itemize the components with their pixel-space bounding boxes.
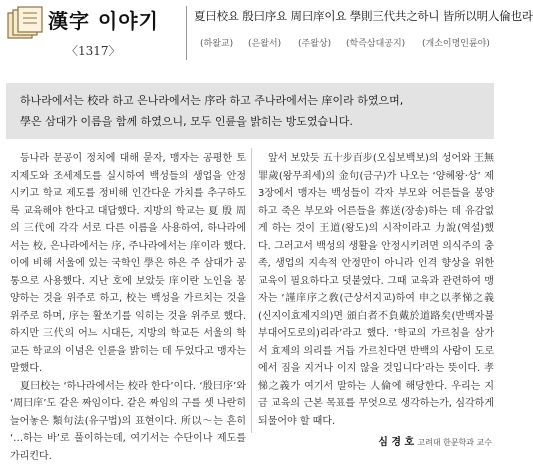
header-divider [186, 6, 187, 60]
article-column-left [10, 150, 246, 465]
reading-3: (주왈상) [298, 36, 331, 49]
reading-5: (개소이명인륜야) [422, 36, 490, 49]
translation-summary [6, 83, 494, 139]
header [0, 0, 500, 66]
paragraph: 등나라 문공이 정치에 대해 묻자, 맹자는 공평한 토지제도와 조세제도를 실시하여 백성들의 생업을 안정시키고 학교 제도를 정비해 인간다운 가치를 추구하도록 교육해야 한다고 대답했다. 지방의 학교는 夏 殷 周의 三代에 각각 서로 다른 이름을 사용하여, 하나라에서는 校, 은나라에서는 序, 주나라에서는 庠이라 했다. 이에 비해 서울에 있는 국학인 學은 하은 주 삼대가 공통으로 사용했다. 지난 호에 보았듯 庠이란 노인을 봉양하는 것을 위주로 하고, 校는 백성을 가르치는 것을 위주로 하며, 序는 활쏘기를 익히는 것을 위주로 했다. 하지만 三代의 어느 시대든, 지방의 학교든 서울의 학교든 학교의 이념은 인륜을 밝히는 데 두었다고 맹자는 말했다. [10, 150, 246, 378]
author-name: 심 경 호 [378, 437, 414, 448]
byline [378, 433, 492, 448]
hangul-readings [194, 36, 494, 50]
hanja-quote: 夏曰校요 殷曰序요 周曰庠이요 學則三代共之하니 皆所以明人倫也라 [194, 8, 533, 24]
summary-line-1: 하나라에서는 校라 하고 은나라에서는 序라 하고 주나라에서는 庠이라 하였으며, [20, 90, 480, 111]
column-divider [251, 148, 252, 433]
series-title: 漢字 이야기 [48, 5, 159, 34]
reading-2: (은왈서) [248, 36, 281, 49]
book-icon [6, 6, 44, 40]
issue-number: 〈1317〉 [66, 42, 121, 59]
reading-4: (학즉삼대공지) [346, 36, 405, 49]
article-column-right [258, 150, 494, 430]
paragraph: 夏曰校는 ‘하나라에서는 校라 한다’이다. ‘殷曰序’와 ‘周曰庠’도 같은 짜임이다. 같은 짜임의 구를 셋 나란히 늘어놓은 類句法(유구법)의 표현이다. 所以～는 흔히 ‘…하는 바’로 풀이하는데, 여기서는 수단이나 제도를 가리킨다. [10, 378, 246, 465]
summary-line-2: 學은 삼대가 이름을 함께 하였으니, 모두 인륜을 밝히는 방도였습니다. [20, 111, 480, 132]
paragraph: 앞서 보았듯 五十步百步(오십보백보)의 성어와 王無罪歲(왕무죄세)의 金句(금구)가 나오는 ‘양혜왕·상’ 제3장에서 맹자는 백성들이 각자 부모와 어른들을 봉양하고 죽은 부모와 어른들을 葬送(장송)하는 데 유감없게 하는 것이 王道(왕도)의 시작이라고 力說(역설)했다. 그러고서 백성의 생활을 안정시키려면 의식주의 충족, 생업의 지속적 안정만이 아니라 인격 향상을 위한 교육이 필요하다고 덧붙였다. 그때 교육과 관련하여 맹자는 ‘謹庠序之敎(근상서지교)하여 申之以孝悌之義(신지이효제지의)면 頒白者不負戴於道路矣(반백자불부대어도로의)리라’라고 했다. ‘학교의 가르침을 삼가서 효제의 의리를 거듭 가르친다면 반백의 사람이 도로에서 짐을 지거나 이지 않을 것입니다’라는 뜻이다. 孝悌之義가 여기서 말하는 人倫에 해당한다. 우리는 지금 교육의 근본 목표를 무엇으로 생각하는가, 심각하게 되물어야 할 때다. [258, 150, 494, 430]
author-affiliation: 고려대 한문학과 교수 [417, 438, 492, 447]
reading-1: (하왈교) [200, 36, 233, 49]
